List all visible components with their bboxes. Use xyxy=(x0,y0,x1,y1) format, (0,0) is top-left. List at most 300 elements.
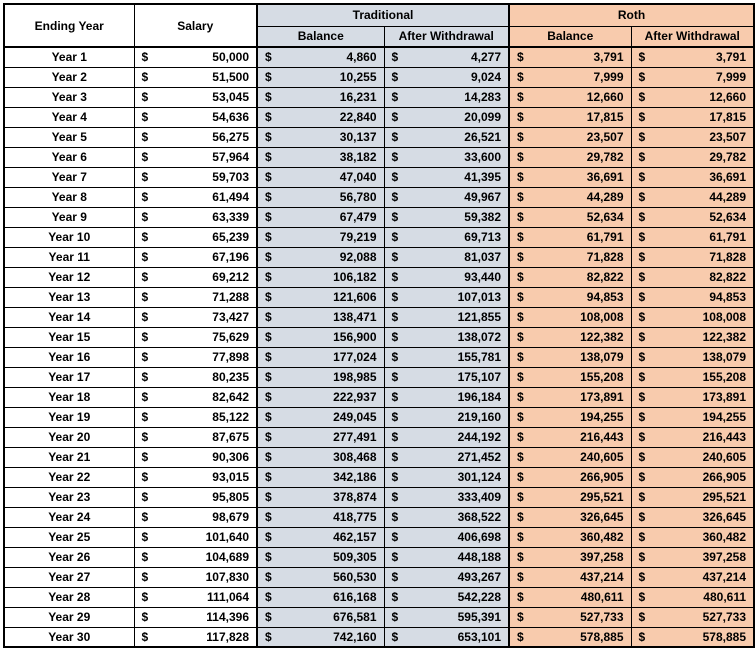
currency-symbol: $ xyxy=(391,490,399,504)
cell-roth-balance xyxy=(509,187,631,207)
currency-symbol: $ xyxy=(391,110,399,124)
cell-roth-balance xyxy=(509,307,631,327)
currency-symbol: $ xyxy=(391,370,399,384)
currency-symbol: $ xyxy=(638,210,646,224)
cell-roth-after-withdrawal-value: 36,691 xyxy=(709,170,747,184)
cell-traditional-after-withdrawal-value: 271,452 xyxy=(457,450,501,464)
cell-roth-balance xyxy=(509,627,631,647)
cell-salary-content xyxy=(135,150,257,164)
cell-roth-after-withdrawal xyxy=(631,127,754,147)
table-row xyxy=(4,307,754,327)
cell-traditional-after-withdrawal-content xyxy=(385,350,509,364)
cell-salary-value: 67,196 xyxy=(212,250,249,264)
currency-symbol: $ xyxy=(141,70,149,84)
cell-salary xyxy=(134,307,257,327)
cell-roth-after-withdrawal-content xyxy=(632,490,754,504)
header-traditional-after-withdrawal: After Withdrawal xyxy=(384,26,509,47)
table-row xyxy=(4,607,754,627)
cell-traditional-balance-value: 462,157 xyxy=(333,530,377,544)
currency-symbol: $ xyxy=(391,270,399,284)
cell-traditional-balance-value: 79,219 xyxy=(339,230,377,244)
cell-ending-year: Year 12 xyxy=(4,267,134,287)
cell-traditional-after-withdrawal-value: 368,522 xyxy=(457,510,501,524)
currency-symbol: $ xyxy=(517,530,524,544)
currency-symbol: $ xyxy=(391,470,399,484)
table-row xyxy=(4,467,754,487)
currency-symbol: $ xyxy=(141,270,149,284)
cell-traditional-balance xyxy=(257,627,384,647)
cell-salary-value: 71,288 xyxy=(212,290,249,304)
cell-roth-balance-value: 155,208 xyxy=(580,370,624,384)
cell-traditional-after-withdrawal-content xyxy=(385,150,509,164)
cell-salary-content xyxy=(135,590,257,604)
cell-traditional-balance-value: 342,186 xyxy=(333,470,377,484)
table-row xyxy=(4,267,754,287)
currency-symbol: $ xyxy=(517,350,524,364)
cell-traditional-after-withdrawal-value: 493,267 xyxy=(457,570,501,584)
cell-salary-content xyxy=(135,190,257,204)
cell-salary-value: 95,805 xyxy=(212,490,249,504)
cell-roth-after-withdrawal-content xyxy=(632,110,754,124)
cell-roth-after-withdrawal-value: 326,645 xyxy=(702,510,747,524)
currency-symbol: $ xyxy=(265,610,272,624)
cell-traditional-balance-value: 378,874 xyxy=(333,490,377,504)
cell-roth-balance-value: 23,507 xyxy=(586,130,624,144)
currency-symbol: $ xyxy=(141,330,149,344)
cell-ending-year: Year 29 xyxy=(4,607,134,627)
cell-traditional-after-withdrawal-content xyxy=(385,190,509,204)
cell-traditional-after-withdrawal xyxy=(384,167,509,187)
cell-traditional-after-withdrawal-value: 26,521 xyxy=(464,130,501,144)
cell-traditional-balance-value: 67,479 xyxy=(339,210,377,224)
currency-symbol: $ xyxy=(391,350,399,364)
header-traditional-balance: Balance xyxy=(257,26,384,47)
cell-roth-balance-content xyxy=(510,290,631,304)
cell-roth-balance-content xyxy=(510,590,631,604)
cell-salary xyxy=(134,607,257,627)
cell-traditional-balance xyxy=(257,267,384,287)
cell-ending-year: Year 9 xyxy=(4,207,134,227)
cell-traditional-after-withdrawal-content xyxy=(385,290,509,304)
cell-ending-year: Year 25 xyxy=(4,527,134,547)
cell-salary-value: 90,306 xyxy=(212,450,249,464)
cell-traditional-after-withdrawal-content xyxy=(385,90,509,104)
currency-symbol: $ xyxy=(391,629,399,644)
cell-roth-after-withdrawal xyxy=(631,407,754,427)
cell-salary-content xyxy=(135,550,257,564)
cell-traditional-balance-value: 277,491 xyxy=(333,430,377,444)
currency-symbol: $ xyxy=(517,170,524,184)
cell-roth-balance-content xyxy=(510,270,631,284)
cell-salary-value: 77,898 xyxy=(212,350,249,364)
cell-salary xyxy=(134,227,257,247)
cell-salary-content xyxy=(135,350,257,364)
cell-roth-after-withdrawal xyxy=(631,327,754,347)
currency-symbol: $ xyxy=(391,290,399,304)
cell-salary-value: 87,675 xyxy=(212,430,249,444)
cell-traditional-after-withdrawal-value: 333,409 xyxy=(457,490,501,504)
cell-traditional-after-withdrawal-content xyxy=(385,470,509,484)
cell-traditional-balance-content xyxy=(258,290,384,304)
cell-traditional-balance-content xyxy=(258,430,384,444)
currency-symbol: $ xyxy=(638,170,646,184)
table-row xyxy=(4,367,754,387)
cell-traditional-after-withdrawal xyxy=(384,547,509,567)
cell-traditional-after-withdrawal-content xyxy=(385,590,509,604)
cell-traditional-balance-value: 560,530 xyxy=(333,570,377,584)
currency-symbol: $ xyxy=(141,590,149,604)
cell-roth-after-withdrawal xyxy=(631,207,754,227)
table-body xyxy=(4,47,754,647)
cell-traditional-balance xyxy=(257,147,384,167)
cell-traditional-after-withdrawal-value: 20,099 xyxy=(464,110,501,124)
currency-symbol: $ xyxy=(265,590,272,604)
currency-symbol: $ xyxy=(141,450,149,464)
cell-traditional-after-withdrawal-content xyxy=(385,270,509,284)
cell-salary-value: 75,629 xyxy=(212,330,249,344)
cell-salary xyxy=(134,527,257,547)
cell-roth-after-withdrawal xyxy=(631,287,754,307)
cell-roth-after-withdrawal-content xyxy=(632,370,754,384)
cell-roth-after-withdrawal xyxy=(631,247,754,267)
currency-symbol: $ xyxy=(517,250,524,264)
currency-symbol: $ xyxy=(517,570,524,584)
cell-traditional-balance xyxy=(257,207,384,227)
cell-traditional-balance-content xyxy=(258,550,384,564)
cell-traditional-balance-value: 30,137 xyxy=(339,130,377,144)
cell-traditional-balance-value: 198,985 xyxy=(333,370,377,384)
currency-symbol: $ xyxy=(141,510,149,524)
cell-salary-content xyxy=(135,250,257,264)
cell-traditional-balance-content xyxy=(258,630,384,644)
cell-traditional-after-withdrawal-content xyxy=(385,510,509,524)
cell-traditional-balance xyxy=(257,387,384,407)
currency-symbol: $ xyxy=(391,550,399,564)
currency-symbol: $ xyxy=(391,190,399,204)
cell-traditional-after-withdrawal-value: 121,855 xyxy=(457,310,501,324)
cell-roth-balance xyxy=(509,427,631,447)
cell-roth-balance-content xyxy=(510,530,631,544)
cell-traditional-balance-content xyxy=(258,210,384,224)
cell-traditional-balance-value: 138,471 xyxy=(333,310,377,324)
cell-traditional-after-withdrawal xyxy=(384,447,509,467)
cell-salary-content xyxy=(135,110,257,124)
cell-roth-balance-content xyxy=(510,50,631,64)
cell-roth-after-withdrawal-content xyxy=(632,550,754,564)
cell-traditional-balance-value: 156,900 xyxy=(333,330,377,344)
currency-symbol: $ xyxy=(638,90,646,104)
cell-roth-after-withdrawal-value: 138,079 xyxy=(702,350,747,364)
cell-traditional-balance-value: 418,775 xyxy=(333,510,377,524)
table-row xyxy=(4,67,754,87)
currency-symbol: $ xyxy=(265,110,272,124)
cell-roth-after-withdrawal-value: 397,258 xyxy=(702,550,747,564)
cell-roth-after-withdrawal xyxy=(631,447,754,467)
cell-salary xyxy=(134,267,257,287)
cell-traditional-after-withdrawal xyxy=(384,527,509,547)
cell-traditional-balance xyxy=(257,467,384,487)
cell-roth-balance xyxy=(509,407,631,427)
cell-roth-after-withdrawal xyxy=(631,87,754,107)
cell-roth-balance-content xyxy=(510,230,631,244)
cell-roth-after-withdrawal-content xyxy=(632,630,754,644)
cell-traditional-balance xyxy=(257,447,384,467)
cell-traditional-balance-value: 121,606 xyxy=(333,290,377,304)
currency-symbol: $ xyxy=(265,410,272,424)
cell-traditional-balance-content xyxy=(258,70,384,84)
cell-salary-content xyxy=(135,430,257,444)
cell-roth-balance-value: 326,645 xyxy=(580,510,624,524)
cell-roth-balance-content xyxy=(510,130,631,144)
cell-roth-after-withdrawal xyxy=(631,187,754,207)
cell-traditional-after-withdrawal-value: 653,101 xyxy=(457,629,501,644)
cell-traditional-after-withdrawal-value: 138,072 xyxy=(457,330,501,344)
cell-traditional-after-withdrawal-content xyxy=(385,410,509,424)
cell-traditional-balance-content xyxy=(258,530,384,544)
cell-traditional-after-withdrawal xyxy=(384,207,509,227)
currency-symbol: $ xyxy=(517,330,524,344)
cell-salary xyxy=(134,507,257,527)
cell-traditional-balance-value: 222,937 xyxy=(333,390,377,404)
cell-roth-after-withdrawal-value: 52,634 xyxy=(709,210,747,224)
cell-roth-balance-value: 17,815 xyxy=(586,110,624,124)
cell-traditional-balance-content xyxy=(258,310,384,324)
cell-roth-after-withdrawal xyxy=(631,547,754,567)
cell-traditional-balance xyxy=(257,527,384,547)
cell-roth-after-withdrawal-content xyxy=(632,130,754,144)
table-row xyxy=(4,347,754,367)
cell-ending-year: Year 30 xyxy=(4,627,134,647)
cell-roth-after-withdrawal xyxy=(631,267,754,287)
cell-roth-after-withdrawal-value: 360,482 xyxy=(702,530,747,544)
cell-traditional-after-withdrawal-value: 41,395 xyxy=(464,170,501,184)
cell-ending-year: Year 3 xyxy=(4,87,134,107)
currency-symbol: $ xyxy=(265,130,272,144)
cell-traditional-balance-content xyxy=(258,190,384,204)
cell-traditional-after-withdrawal-value: 219,160 xyxy=(457,410,501,424)
table-row xyxy=(4,327,754,347)
cell-ending-year: Year 14 xyxy=(4,307,134,327)
cell-roth-after-withdrawal-value: 71,828 xyxy=(709,250,747,264)
cell-traditional-balance xyxy=(257,87,384,107)
cell-roth-balance-content xyxy=(510,110,631,124)
currency-symbol: $ xyxy=(638,350,646,364)
cell-traditional-after-withdrawal xyxy=(384,87,509,107)
cell-salary-content xyxy=(135,290,257,304)
currency-symbol: $ xyxy=(638,590,646,604)
table-row xyxy=(4,587,754,607)
cell-ending-year: Year 22 xyxy=(4,467,134,487)
cell-roth-balance xyxy=(509,227,631,247)
cell-salary xyxy=(134,107,257,127)
currency-symbol: $ xyxy=(517,270,524,284)
cell-roth-after-withdrawal-value: 3,791 xyxy=(715,50,747,65)
cell-traditional-balance xyxy=(257,587,384,607)
cell-roth-after-withdrawal-content xyxy=(632,450,754,464)
cell-roth-balance xyxy=(509,447,631,467)
cell-traditional-after-withdrawal xyxy=(384,427,509,447)
cell-roth-balance-content xyxy=(510,470,631,484)
cell-roth-after-withdrawal xyxy=(631,147,754,167)
table-row xyxy=(4,147,754,167)
currency-symbol: $ xyxy=(265,490,272,504)
cell-salary xyxy=(134,167,257,187)
currency-symbol: $ xyxy=(638,550,646,564)
cell-traditional-after-withdrawal xyxy=(384,47,509,67)
cell-roth-after-withdrawal xyxy=(631,47,754,67)
header-roth-group: Roth xyxy=(509,4,754,26)
cell-roth-balance-value: 138,079 xyxy=(580,350,624,364)
currency-symbol: $ xyxy=(638,150,646,164)
cell-traditional-after-withdrawal-content xyxy=(385,230,509,244)
cell-traditional-balance-content xyxy=(258,390,384,404)
cell-roth-balance xyxy=(509,567,631,587)
cell-roth-balance-value: 360,482 xyxy=(580,530,624,544)
cell-salary xyxy=(134,147,257,167)
currency-symbol: $ xyxy=(517,390,524,404)
currency-symbol: $ xyxy=(141,250,149,264)
table-row xyxy=(4,407,754,427)
cell-traditional-balance xyxy=(257,227,384,247)
cell-traditional-balance xyxy=(257,167,384,187)
cell-salary-value: 56,275 xyxy=(212,130,249,144)
cell-traditional-after-withdrawal xyxy=(384,127,509,147)
cell-roth-after-withdrawal-content xyxy=(632,150,754,164)
cell-roth-after-withdrawal xyxy=(631,527,754,547)
cell-roth-after-withdrawal-value: 480,611 xyxy=(703,590,747,604)
cell-roth-after-withdrawal-content xyxy=(632,350,754,364)
cell-roth-balance-value: 36,691 xyxy=(586,170,624,184)
cell-roth-balance-content xyxy=(510,90,631,104)
cell-traditional-balance-content xyxy=(258,50,384,64)
currency-symbol: $ xyxy=(391,150,399,164)
cell-roth-after-withdrawal-content xyxy=(632,190,754,204)
cell-roth-balance-value: 61,791 xyxy=(586,230,624,244)
cell-traditional-after-withdrawal xyxy=(384,507,509,527)
cell-traditional-after-withdrawal xyxy=(384,247,509,267)
cell-ending-year: Year 24 xyxy=(4,507,134,527)
cell-salary-value: 54,636 xyxy=(212,110,249,124)
table-row xyxy=(4,127,754,147)
cell-traditional-after-withdrawal-content xyxy=(385,210,509,224)
cell-salary xyxy=(134,187,257,207)
cell-traditional-balance-content xyxy=(258,570,384,584)
cell-traditional-after-withdrawal-content xyxy=(385,50,509,64)
currency-symbol: $ xyxy=(141,230,149,244)
cell-salary-content xyxy=(135,370,257,384)
cell-salary-value: 117,828 xyxy=(206,629,249,644)
cell-ending-year: Year 6 xyxy=(4,147,134,167)
currency-symbol: $ xyxy=(517,510,524,524)
currency-symbol: $ xyxy=(141,310,149,324)
currency-symbol: $ xyxy=(517,370,524,384)
cell-traditional-after-withdrawal xyxy=(384,407,509,427)
cell-roth-balance-content xyxy=(510,570,631,584)
cell-roth-after-withdrawal-content xyxy=(632,250,754,264)
cell-roth-balance-content xyxy=(510,550,631,564)
cell-traditional-balance-value: 249,045 xyxy=(333,410,377,424)
currency-symbol: $ xyxy=(265,450,272,464)
cell-ending-year: Year 21 xyxy=(4,447,134,467)
currency-symbol: $ xyxy=(141,210,149,224)
currency-symbol: $ xyxy=(141,629,149,644)
cell-roth-after-withdrawal-value: 7,999 xyxy=(715,70,747,84)
cell-traditional-after-withdrawal-content xyxy=(385,530,509,544)
cell-roth-after-withdrawal-value: 437,214 xyxy=(702,570,747,584)
cell-salary-content xyxy=(135,410,257,424)
cell-traditional-after-withdrawal-value: 595,391 xyxy=(457,610,501,624)
cell-roth-balance-value: 240,605 xyxy=(580,450,624,464)
cell-roth-after-withdrawal-value: 122,382 xyxy=(702,330,747,344)
cell-traditional-balance-value: 106,182 xyxy=(333,270,377,284)
cell-roth-balance xyxy=(509,67,631,87)
cell-salary-content xyxy=(135,50,257,64)
currency-symbol: $ xyxy=(265,70,272,84)
table-row xyxy=(4,487,754,507)
cell-salary xyxy=(134,467,257,487)
cell-traditional-after-withdrawal xyxy=(384,367,509,387)
cell-salary-value: 101,640 xyxy=(205,530,249,544)
cell-salary xyxy=(134,487,257,507)
cell-ending-year: Year 20 xyxy=(4,427,134,447)
currency-symbol: $ xyxy=(265,230,272,244)
cell-roth-balance-content xyxy=(510,310,631,324)
cell-roth-balance-value: 578,885 xyxy=(580,629,624,644)
currency-symbol: $ xyxy=(265,430,272,444)
cell-traditional-after-withdrawal-value: 406,698 xyxy=(457,530,501,544)
currency-symbol: $ xyxy=(391,130,399,144)
cell-roth-balance xyxy=(509,467,631,487)
cell-roth-after-withdrawal-content xyxy=(632,270,754,284)
cell-roth-after-withdrawal xyxy=(631,367,754,387)
cell-roth-balance-value: 295,521 xyxy=(580,490,624,504)
table-row xyxy=(4,547,754,567)
currency-symbol: $ xyxy=(265,270,272,284)
currency-symbol: $ xyxy=(265,370,272,384)
cell-roth-balance xyxy=(509,87,631,107)
currency-symbol: $ xyxy=(265,570,272,584)
cell-traditional-after-withdrawal-value: 33,600 xyxy=(464,150,501,164)
currency-symbol: $ xyxy=(391,610,399,624)
cell-roth-balance-content xyxy=(510,370,631,384)
currency-symbol: $ xyxy=(265,250,272,264)
cell-roth-balance-value: 480,611 xyxy=(580,590,624,604)
currency-symbol: $ xyxy=(638,470,646,484)
cell-salary-content xyxy=(135,230,257,244)
cell-roth-balance xyxy=(509,487,631,507)
cell-roth-balance xyxy=(509,327,631,347)
cell-salary xyxy=(134,447,257,467)
cell-traditional-after-withdrawal-content xyxy=(385,570,509,584)
currency-symbol: $ xyxy=(638,610,646,624)
cell-roth-after-withdrawal-value: 108,008 xyxy=(702,310,747,324)
cell-roth-balance-content xyxy=(510,630,631,644)
cell-ending-year: Year 23 xyxy=(4,487,134,507)
cell-roth-balance xyxy=(509,47,631,67)
cell-roth-balance-value: 122,382 xyxy=(580,330,624,344)
cell-traditional-balance xyxy=(257,107,384,127)
currency-symbol: $ xyxy=(391,410,399,424)
currency-symbol: $ xyxy=(265,350,272,364)
cell-roth-after-withdrawal-value: 82,822 xyxy=(709,270,747,284)
cell-ending-year: Year 5 xyxy=(4,127,134,147)
cell-traditional-after-withdrawal-content xyxy=(385,70,509,84)
cell-traditional-after-withdrawal xyxy=(384,107,509,127)
currency-symbol: $ xyxy=(265,90,272,104)
cell-traditional-balance xyxy=(257,327,384,347)
cell-salary xyxy=(134,207,257,227)
currency-symbol: $ xyxy=(517,110,524,124)
